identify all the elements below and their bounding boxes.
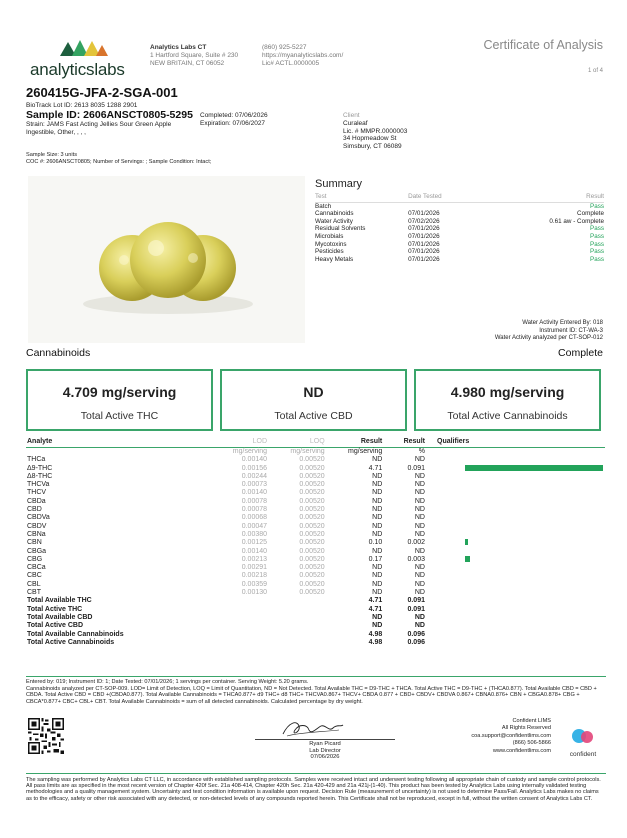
lims-rights: All Rights Reserved bbox=[501, 725, 551, 732]
analyte-result-mg: ND bbox=[372, 547, 383, 555]
analyte-result-mg: 0.17 bbox=[368, 555, 383, 563]
summary-row bbox=[315, 256, 604, 264]
analyte-name: CBD bbox=[27, 506, 42, 514]
analyte-result-pct: ND bbox=[414, 522, 425, 530]
total-result-mg: ND bbox=[372, 622, 383, 630]
analyte-lod: 0.00140 bbox=[241, 489, 268, 497]
client-name: Curaleaf bbox=[343, 119, 368, 127]
signed-date: 07/06/2026 bbox=[310, 754, 340, 761]
summary-row bbox=[315, 202, 604, 210]
expiration-date: Expiration: 07/06/2027 bbox=[200, 120, 266, 127]
analyte-loq: 0.00520 bbox=[299, 580, 325, 588]
box-value: 4.980 mg/serving bbox=[450, 384, 565, 400]
summary-col-result: Result bbox=[503, 193, 604, 202]
col-lod: LOD bbox=[146, 437, 269, 448]
analyte-row bbox=[26, 539, 605, 547]
analyte-bar-cell bbox=[427, 589, 605, 597]
analyte-bar-cell bbox=[427, 523, 605, 531]
sample-id: Sample ID: 2606ANSCT0805-5295 bbox=[26, 109, 193, 121]
analyte-loq: 0.00520 bbox=[299, 547, 325, 555]
coc-line: COC #: 2606ANSCT0805; Number of Servings: ; Sample Condition: Intact; bbox=[26, 158, 212, 165]
total-result-mg: 4.71 bbox=[368, 605, 383, 613]
analyte-result-mg: ND bbox=[372, 514, 383, 522]
total-name: Total Active CBD bbox=[27, 622, 84, 630]
lab-address-2: NEW BRITAIN, CT 06052 bbox=[150, 60, 225, 67]
director-info bbox=[255, 741, 395, 761]
box-value: ND bbox=[303, 384, 324, 400]
analyte-result-mg: ND bbox=[372, 489, 383, 497]
total-result-pct: 0.091 bbox=[407, 605, 425, 613]
analyte-level-bar bbox=[465, 556, 470, 562]
unit-lod: mg/serving bbox=[232, 448, 268, 455]
analyte-result-mg: 4.71 bbox=[368, 464, 383, 472]
summary-row bbox=[315, 225, 604, 233]
lab-address-1: 1 Hartford Square, Suite # 230 bbox=[150, 52, 239, 59]
total-result-pct: 0.096 bbox=[407, 638, 425, 646]
analyte-loq: 0.00520 bbox=[299, 489, 325, 497]
analyte-result-mg: ND bbox=[372, 472, 383, 480]
client-license: Lic. # MMPR.0000003 bbox=[343, 127, 408, 135]
analyte-lod: 0.00291 bbox=[241, 564, 268, 572]
analyte-loq: 0.00520 bbox=[299, 464, 325, 472]
analyte-result-mg: ND bbox=[372, 589, 383, 597]
unit-result-mg: mg/serving bbox=[348, 448, 383, 455]
total-active-cbd-box bbox=[220, 369, 407, 431]
summary-result: Pass bbox=[590, 255, 604, 263]
summary-row bbox=[315, 241, 604, 249]
analyte-name: CBT bbox=[27, 589, 41, 597]
analyte-lod: 0.00047 bbox=[241, 522, 268, 530]
confident-logo-text: confident bbox=[569, 751, 597, 758]
summary-date bbox=[408, 202, 503, 210]
total-result-mg: 4.98 bbox=[368, 638, 383, 646]
analyte-loq: 0.00520 bbox=[299, 530, 325, 538]
summary-date: 07/01/2026 bbox=[408, 232, 440, 240]
product-photo bbox=[28, 176, 305, 343]
summary-result: Complete bbox=[577, 210, 604, 218]
strain-info bbox=[26, 121, 206, 137]
analyte-lod: 0.00078 bbox=[241, 506, 268, 514]
signer-title: Lab Director bbox=[309, 747, 341, 754]
box-label: Total Active THC bbox=[80, 410, 159, 422]
summary-row bbox=[315, 233, 604, 241]
summary-section bbox=[315, 178, 604, 263]
strain-line: Strain: JAMS Fast Acting Jellies Sour Green Apple bbox=[26, 121, 172, 128]
lab-website-link[interactable]: https://myanalyticslabs.com/ bbox=[262, 52, 344, 59]
confident-logo-mark-icon bbox=[563, 726, 603, 746]
client-info bbox=[343, 112, 407, 151]
analyte-row bbox=[26, 489, 605, 497]
analyte-name: CBNa bbox=[27, 530, 46, 538]
lab-name: Analytics Labs CT bbox=[150, 44, 207, 51]
analyte-lod: 0.00156 bbox=[241, 464, 268, 472]
analyte-result-pct: ND bbox=[414, 472, 425, 480]
lims-phone: (866) 506-5866 bbox=[512, 740, 551, 747]
analyte-result-mg: ND bbox=[372, 456, 383, 464]
summary-col-test: Test bbox=[315, 193, 408, 202]
total-active-thc-box bbox=[26, 369, 213, 431]
completed-date: Completed: 07/06/2026 bbox=[200, 112, 268, 119]
col-loq: LOQ bbox=[269, 437, 327, 448]
analyte-lod: 0.00140 bbox=[241, 456, 268, 464]
matrix-line: Ingestible, Other, , , , bbox=[26, 128, 86, 136]
analytes-table bbox=[26, 437, 605, 647]
client-address-1: 34 Hopmeadow St bbox=[343, 135, 397, 143]
signature-line bbox=[255, 739, 395, 740]
analyte-level-bar bbox=[465, 465, 603, 471]
analyte-result-pct: ND bbox=[414, 547, 425, 555]
analyte-result-mg: ND bbox=[372, 506, 383, 514]
analyte-loq: 0.00520 bbox=[299, 481, 325, 489]
qr-code[interactable] bbox=[28, 718, 64, 754]
client-address-2: Simsbury, CT 06089 bbox=[343, 143, 402, 151]
cannabinoids-status: Complete bbox=[558, 347, 603, 359]
analyte-result-mg: ND bbox=[372, 572, 383, 580]
analyte-loq: 0.00520 bbox=[299, 564, 325, 572]
col-qualifiers: Qualifiers bbox=[427, 437, 605, 448]
analyte-name: THCV bbox=[27, 489, 47, 497]
lab-phone: (860) 925-5227 bbox=[262, 44, 307, 51]
summary-result: Pass bbox=[590, 232, 604, 240]
total-row bbox=[26, 639, 605, 647]
total-row bbox=[26, 614, 605, 622]
analyte-bar-cell bbox=[427, 489, 605, 497]
box-label: Total Active Cannabinoids bbox=[447, 410, 568, 422]
analyte-bar-cell bbox=[427, 514, 605, 522]
analyte-row bbox=[26, 589, 605, 597]
analyte-name: CBCa bbox=[27, 564, 46, 572]
wa-instrument: Instrument ID: CT-WA-3 bbox=[539, 327, 603, 334]
box-value: 4.709 mg/serving bbox=[62, 384, 177, 400]
analyte-result-mg: ND bbox=[372, 530, 383, 538]
total-row bbox=[26, 631, 605, 639]
water-activity-info bbox=[495, 320, 603, 343]
analyte-row bbox=[26, 506, 605, 514]
analyte-lod: 0.00073 bbox=[241, 481, 268, 489]
analyte-row bbox=[26, 473, 605, 481]
summary-table bbox=[315, 193, 604, 263]
analyte-bar-cell bbox=[427, 548, 605, 556]
document-title: Certificate of Analysis bbox=[483, 38, 603, 52]
analyte-loq: 0.00520 bbox=[299, 589, 325, 597]
summary-row bbox=[315, 210, 604, 218]
page-number: 1 of 4 bbox=[587, 68, 603, 74]
analyte-row bbox=[26, 572, 605, 580]
analyte-lod: 0.00359 bbox=[241, 580, 268, 588]
analyte-level-bar bbox=[465, 539, 468, 545]
analyte-result-pct: ND bbox=[414, 497, 425, 505]
analyte-row bbox=[26, 523, 605, 531]
method-note: Cannabinoids analyzed per CT-SOP-009. LOD= Limit of Detection, LOQ = Limit of Quantitation, ND = Not Detected. Total Available THC = D9-THC + THCA. Total Active THC = D9-THC + (THCA0.877). Total Available CBD = CBD + CBDA. Total Active CBD = CBD +(CBDA0.877). Total Available Cannabinoids = THCA0.877+ d9 THC+ d8 THC+ THCVA0.867+ THCV+ CBDA 0.877 + CBD+ CBDV+ CBDVA 0.867+ CBNA0.876+ CBN + CBGA0.878+ CBG + CBCA*0.877+ CBC+ CBL+ CBT. Total Available Cannabinoids = sum of all detected cannabinoids. Calculated percentage by dry weight. bbox=[26, 685, 597, 705]
analyte-name: Δ8-THC bbox=[27, 472, 53, 480]
analyte-loq: 0.00520 bbox=[299, 472, 325, 480]
cannabinoids-title: Cannabinoids bbox=[26, 347, 91, 359]
director-signature bbox=[277, 718, 347, 740]
col-analyte: Analyte bbox=[26, 437, 146, 448]
total-name: Total Available THC bbox=[27, 597, 92, 605]
summary-date: 07/01/2026 bbox=[408, 225, 440, 233]
contact-info bbox=[262, 44, 382, 68]
summary-test: Heavy Metals bbox=[315, 255, 354, 263]
analyte-result-pct: ND bbox=[414, 589, 425, 597]
analyte-result-mg: 0.10 bbox=[368, 539, 383, 547]
analyte-name: CBDa bbox=[27, 497, 46, 505]
analyte-row bbox=[26, 498, 605, 506]
analyte-bar-cell bbox=[427, 465, 605, 473]
analyte-name: THCVa bbox=[27, 481, 50, 489]
analyte-name: CBL bbox=[27, 580, 41, 588]
lims-name: Confident LIMS bbox=[512, 718, 551, 724]
analyte-loq: 0.00520 bbox=[299, 572, 325, 580]
analyte-row bbox=[26, 456, 605, 464]
sample-size-info bbox=[26, 152, 211, 166]
analyte-lod: 0.00068 bbox=[241, 514, 268, 522]
analyte-row bbox=[26, 514, 605, 522]
analyte-loq: 0.00520 bbox=[299, 522, 325, 530]
analyte-lod: 0.00130 bbox=[241, 589, 268, 597]
analyte-result-pct: ND bbox=[414, 456, 425, 464]
summary-test: Water Activity bbox=[315, 217, 353, 225]
dates bbox=[200, 112, 268, 128]
summary-row bbox=[315, 218, 604, 226]
total-name: Total Active THC bbox=[27, 605, 83, 613]
col-result-mg: Result bbox=[327, 437, 385, 448]
analyte-lod: 0.00078 bbox=[241, 497, 268, 505]
analyte-result-pct: ND bbox=[414, 580, 425, 588]
total-row bbox=[26, 622, 605, 630]
wa-entered-by: Water Activity Entered By: 018 bbox=[522, 320, 603, 326]
analyte-lod: 0.00218 bbox=[241, 572, 268, 580]
analyte-result-pct: ND bbox=[414, 489, 425, 497]
analyte-loq: 0.00520 bbox=[299, 456, 325, 464]
analyte-result-mg: ND bbox=[372, 481, 383, 489]
analyte-lod: 0.00140 bbox=[241, 547, 268, 555]
analyte-result-pct: ND bbox=[414, 481, 425, 489]
analyte-row bbox=[26, 556, 605, 564]
unit-result-pct: % bbox=[418, 448, 425, 455]
analyte-loq: 0.00520 bbox=[299, 539, 325, 547]
analyte-result-mg: ND bbox=[372, 522, 383, 530]
analyte-result-pct: ND bbox=[414, 506, 425, 514]
analyte-bar-cell bbox=[427, 506, 605, 514]
summary-title: Summary bbox=[315, 178, 363, 190]
total-row bbox=[26, 597, 605, 605]
lims-email-link[interactable]: coa.support@confidentlims.com bbox=[471, 732, 551, 739]
analyte-result-pct: 0.002 bbox=[407, 539, 425, 547]
analyte-row bbox=[26, 564, 605, 572]
analyte-lod: 0.00125 bbox=[241, 539, 268, 547]
summary-test: Pesticides bbox=[315, 248, 344, 256]
summary-date: 07/01/2026 bbox=[408, 248, 440, 256]
analyte-bar-cell bbox=[427, 531, 605, 539]
analyte-bar-cell bbox=[427, 581, 605, 589]
analyte-loq: 0.00520 bbox=[299, 497, 325, 505]
entry-note: Entered by: 019; Instrument ID: 1; Date Tested: 07/01/2026; 1 servings per container. Serving Weight: 5.20 grams. bbox=[26, 679, 309, 685]
sample-size: Sample Size: 3 units bbox=[26, 152, 77, 158]
summary-result: 0.61 aw - Complete bbox=[549, 217, 604, 225]
summary-date: 07/01/2026 bbox=[408, 210, 440, 218]
analyte-bar-cell bbox=[427, 456, 605, 464]
total-name: Total Available CBD bbox=[27, 613, 93, 621]
analyte-row bbox=[26, 531, 605, 539]
analyte-row bbox=[26, 465, 605, 473]
unit-loq: mg/serving bbox=[290, 448, 325, 455]
cannabinoid-notes bbox=[26, 676, 606, 705]
lims-info bbox=[471, 718, 551, 755]
summary-result: Pass bbox=[590, 248, 604, 256]
logo-text: analyticslabs bbox=[30, 60, 125, 79]
wa-sop: Water Activity analyzed per CT-SOP-012 bbox=[494, 335, 603, 342]
signer-name: Ryan Picard bbox=[309, 741, 341, 747]
total-result-pct: ND bbox=[414, 613, 425, 621]
analyte-lod: 0.00380 bbox=[241, 530, 268, 538]
analyte-result-pct: 0.091 bbox=[407, 464, 425, 472]
lot-id: BioTrack Lot ID: 2613 8035 1288 2901 bbox=[26, 102, 138, 109]
analyte-row bbox=[26, 581, 605, 589]
analyte-bar-cell bbox=[427, 473, 605, 481]
confident-logo bbox=[563, 726, 603, 756]
summary-test: Residual Solvents bbox=[315, 225, 366, 233]
analyte-result-pct: ND bbox=[414, 564, 425, 572]
analyte-bar-cell bbox=[427, 572, 605, 580]
summary-result: Pass bbox=[590, 225, 604, 233]
analyte-name: CBG bbox=[27, 555, 43, 563]
analyte-row bbox=[26, 481, 605, 489]
analyte-name: CBGa bbox=[27, 547, 47, 555]
analyte-result-mg: ND bbox=[372, 497, 383, 505]
analyte-result-mg: ND bbox=[372, 580, 383, 588]
analyte-loq: 0.00520 bbox=[299, 514, 325, 522]
analyte-name: CBDV bbox=[27, 522, 47, 530]
summary-date: 07/01/2026 bbox=[408, 240, 440, 248]
total-result-pct: 0.091 bbox=[407, 597, 425, 605]
analyte-bar-cell bbox=[427, 481, 605, 489]
col-result-pct: Result bbox=[384, 437, 427, 448]
analyte-loq: 0.00520 bbox=[299, 506, 325, 514]
analyte-name: CBDVa bbox=[27, 514, 50, 522]
total-result-mg: ND bbox=[372, 613, 383, 621]
total-name: Total Active Cannabinoids bbox=[27, 638, 115, 646]
analyte-bar-cell bbox=[427, 556, 605, 564]
analyte-row bbox=[26, 548, 605, 556]
lims-website-link[interactable]: www.confidentlims.com bbox=[492, 747, 551, 754]
document-id: 260415G-JFA-2-SGA-001 bbox=[26, 85, 178, 100]
summary-result: Pass bbox=[590, 240, 604, 248]
client-label: Client bbox=[343, 112, 360, 119]
analyte-lod: 0.00244 bbox=[241, 472, 268, 480]
total-result-pct: ND bbox=[414, 622, 425, 630]
summary-test: Cannabinoids bbox=[315, 210, 354, 218]
analyte-name: THCa bbox=[27, 456, 46, 464]
summary-date: 07/02/2026 bbox=[408, 217, 440, 225]
summary-test: Mycotoxins bbox=[315, 240, 347, 248]
total-row bbox=[26, 606, 605, 614]
analytics-labs-logo-mark bbox=[58, 36, 110, 58]
summary-test: Batch bbox=[315, 202, 332, 210]
lab-license: Lic# ACTL.0000005 bbox=[262, 60, 320, 67]
analyte-bar-cell bbox=[427, 539, 605, 547]
analyte-loq: 0.00520 bbox=[299, 555, 325, 563]
summary-col-date: Date Tested bbox=[408, 193, 503, 202]
analyte-name: CBN bbox=[27, 539, 42, 547]
analyte-result-pct: 0.003 bbox=[407, 555, 425, 563]
total-result-pct: 0.096 bbox=[407, 630, 425, 638]
box-label: Total Active CBD bbox=[274, 410, 353, 422]
analyte-lod: 0.00213 bbox=[241, 555, 268, 563]
analyte-name: Δ9-THC bbox=[27, 464, 53, 472]
analyte-result-mg: ND bbox=[372, 564, 383, 572]
analyte-bar-cell bbox=[427, 498, 605, 506]
analyte-result-pct: ND bbox=[414, 572, 425, 580]
analyte-result-pct: ND bbox=[414, 530, 425, 538]
total-result-mg: 4.71 bbox=[368, 597, 383, 605]
analyte-name: CBC bbox=[27, 572, 42, 580]
total-active-cannabinoids-box bbox=[414, 369, 601, 431]
units-row bbox=[26, 448, 605, 457]
summary-date: 07/01/2026 bbox=[408, 255, 440, 263]
lab-info bbox=[150, 44, 260, 68]
summary-row bbox=[315, 248, 604, 256]
analyte-result-pct: ND bbox=[414, 514, 425, 522]
summary-test: Microbials bbox=[315, 232, 344, 240]
analyte-bar-cell bbox=[427, 564, 605, 572]
summary-result: Pass bbox=[590, 202, 604, 210]
disclaimer: The sampling was performed by Analytics Labs CT LLC, in accordance with established sampling protocols. Samples were received intact and underwent testing following all appropriate chain of custody and sample control protocols. All pass limits are as specified in the most recent version of Chapter 420f Sec. 21a 408-414, Chapter 420h Sec. 21a 420-429 and 21a 421j-(1-40). This product has been tested by Analytics Labs using internally validated testing methodologies and a quality management system. Uncertainty and test condition information is available upon request. Decision Rule (measurement of uncertainty) is not used to determine Pass/Fail. Analytics Labs makes no claims as to the efficacy, safety or other risk associated with any detected, or non-detected levels of any compounds reported herein. This Certificate shall not be reproduced, except in full, without the written consent of Analytics Labs CT. bbox=[26, 773, 606, 802]
total-result-mg: 4.98 bbox=[368, 630, 383, 638]
total-name: Total Available Cannabinoids bbox=[27, 630, 124, 638]
